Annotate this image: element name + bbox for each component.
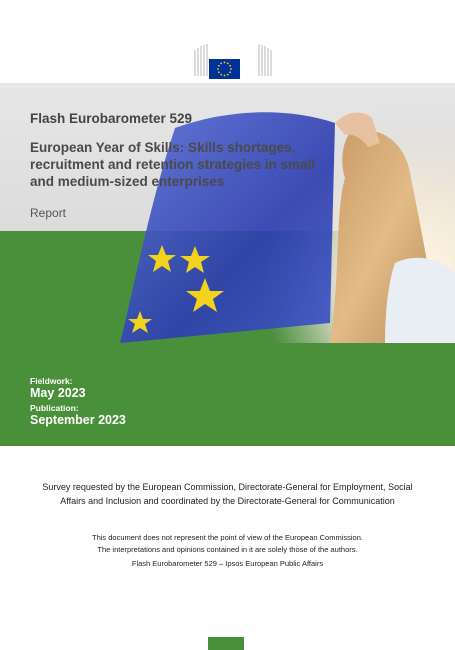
logo-star <box>220 74 222 76</box>
logo-star <box>229 65 231 67</box>
publication-label: Publication: <box>30 403 79 413</box>
publication-value: September 2023 <box>30 413 126 427</box>
document-type: Report <box>30 206 67 220</box>
commission-building-icon <box>193 44 273 84</box>
disclaimer-line-2: The interpretations and opinions contained in it are solely those of the authors. <box>97 544 358 554</box>
logo-star <box>220 62 222 64</box>
survey-requested-note: Survey requested by the European Commission, Directorate-General for Employment, Social Affairs and Inclusion and coordinated by the Directorate-General for Communication <box>42 482 413 506</box>
credit-line: Flash Eurobarometer 529 – Ipsos European Public Affairs <box>131 559 324 568</box>
logo-star <box>227 74 229 76</box>
woman-shirt <box>385 258 455 343</box>
dates-band <box>0 343 455 446</box>
logo-star <box>224 75 226 77</box>
publication-series: Flash Eurobarometer 529 <box>30 111 193 126</box>
european-commission-logo <box>193 44 273 84</box>
disclaimer <box>40 532 415 555</box>
logo-star <box>224 62 226 64</box>
logo-star <box>218 65 220 67</box>
disclaimer-line-1: This document does not represent the point of view of the European Commission. <box>92 533 363 542</box>
fieldwork-value: May 2023 <box>30 386 86 400</box>
report-title: European Year of Skills: Skills shortages, recruitment and retention strategies in small and medium-sized enterprises <box>30 140 316 189</box>
fieldwork-label: Fieldwork: <box>30 376 73 386</box>
logo-star <box>230 68 232 70</box>
logo-star <box>227 62 229 64</box>
logo-star <box>229 71 231 73</box>
logo-star <box>217 68 219 70</box>
logo-star <box>218 71 220 73</box>
bottom-green-tab <box>208 637 244 650</box>
